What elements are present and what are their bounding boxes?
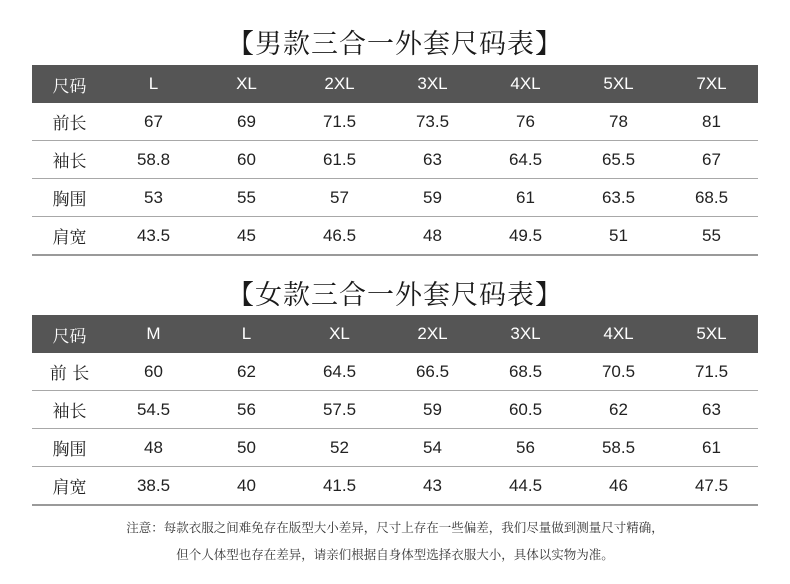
header-cell: L	[107, 65, 200, 103]
table-cell: 54	[386, 429, 479, 467]
table-cell: 59	[386, 179, 479, 217]
table-cell: 46.5	[293, 217, 386, 256]
table-cell: 71.5	[293, 103, 386, 141]
table-cell: 64.5	[293, 353, 386, 391]
header-cell: 3XL	[479, 315, 572, 353]
table-cell: 68.5	[479, 353, 572, 391]
row-label: 肩宽	[32, 467, 107, 506]
table-cell: 60	[200, 141, 293, 179]
table-row	[32, 179, 758, 217]
header-cell: M	[107, 315, 200, 353]
table-cell: 69	[200, 103, 293, 141]
note-line-1: 注意：每款衣服之间难免存在版型大小差异，尺寸上存在一些偏差，我们尽量做到测量尺寸精确，	[126, 520, 664, 535]
women-size-chart-title: 【女款三合一外套尺码表】	[227, 280, 563, 311]
header-cell: 尺码	[32, 65, 107, 103]
table-cell: 44.5	[479, 467, 572, 506]
header-cell: 5XL	[572, 65, 665, 103]
table-row	[32, 429, 758, 467]
table-row	[32, 353, 758, 391]
table-cell: 61.5	[293, 141, 386, 179]
table-cell: 71.5	[665, 353, 758, 391]
table-cell: 40	[200, 467, 293, 506]
table-cell: 59	[386, 391, 479, 429]
table-cell: 52	[293, 429, 386, 467]
table-cell: 56	[200, 391, 293, 429]
table-cell: 81	[665, 103, 758, 141]
table-cell: 65.5	[572, 141, 665, 179]
table-cell: 45	[200, 217, 293, 256]
table-cell: 48	[107, 429, 200, 467]
header-cell: L	[200, 315, 293, 353]
table-cell: 61	[665, 429, 758, 467]
table-cell: 67	[107, 103, 200, 141]
row-label: 袖长	[32, 391, 107, 429]
table-cell: 62	[572, 391, 665, 429]
note-line-2: 但个人体型也存在差异，请亲们根据自身体型选择衣服大小，具体以实物为准。	[176, 547, 614, 562]
table-cell: 55	[665, 217, 758, 256]
header-cell: 5XL	[665, 315, 758, 353]
table-cell: 67	[665, 141, 758, 179]
men-size-chart-title: 【男款三合一外套尺码表】	[227, 29, 563, 60]
row-label: 肩宽	[32, 217, 107, 256]
table-cell: 49.5	[479, 217, 572, 256]
header-cell: 尺码	[32, 315, 107, 353]
table-cell: 66.5	[386, 353, 479, 391]
table-row	[32, 217, 758, 256]
row-label: 胸围	[32, 179, 107, 217]
table-row	[32, 467, 758, 506]
table-cell: 53	[107, 179, 200, 217]
row-label: 前长	[32, 103, 107, 141]
table-cell: 63	[386, 141, 479, 179]
row-label: 袖长	[32, 141, 107, 179]
women-size-table	[32, 315, 758, 506]
row-label: 胸围	[32, 429, 107, 467]
table-row	[32, 103, 758, 141]
table-cell: 56	[479, 429, 572, 467]
table-cell: 61	[479, 179, 572, 217]
header-cell: 2XL	[386, 315, 479, 353]
table-row	[32, 391, 758, 429]
table-cell: 68.5	[665, 179, 758, 217]
table-header-row	[32, 65, 758, 103]
table-cell: 51	[572, 217, 665, 256]
table-cell: 43.5	[107, 217, 200, 256]
table-cell: 41.5	[293, 467, 386, 506]
header-cell: 4XL	[479, 65, 572, 103]
table-cell: 50	[200, 429, 293, 467]
table-cell: 78	[572, 103, 665, 141]
table-cell: 57	[293, 179, 386, 217]
header-cell: 7XL	[665, 65, 758, 103]
table-cell: 58.5	[572, 429, 665, 467]
table-row	[32, 141, 758, 179]
table-cell: 47.5	[665, 467, 758, 506]
table-cell: 63.5	[572, 179, 665, 217]
header-cell: XL	[200, 65, 293, 103]
row-label: 前 长	[32, 353, 107, 391]
header-cell: 3XL	[386, 65, 479, 103]
header-cell: 2XL	[293, 65, 386, 103]
table-cell: 43	[386, 467, 479, 506]
table-cell: 55	[200, 179, 293, 217]
table-cell: 46	[572, 467, 665, 506]
table-cell: 63	[665, 391, 758, 429]
table-cell: 54.5	[107, 391, 200, 429]
table-cell: 38.5	[107, 467, 200, 506]
table-cell: 64.5	[479, 141, 572, 179]
table-header-row	[32, 315, 758, 353]
table-cell: 58.8	[107, 141, 200, 179]
table-cell: 57.5	[293, 391, 386, 429]
table-cell: 76	[479, 103, 572, 141]
table-cell: 60.5	[479, 391, 572, 429]
header-cell: XL	[293, 315, 386, 353]
table-cell: 70.5	[572, 353, 665, 391]
table-cell: 60	[107, 353, 200, 391]
header-cell: 4XL	[572, 315, 665, 353]
table-cell: 73.5	[386, 103, 479, 141]
men-size-table	[32, 65, 758, 256]
table-cell: 48	[386, 217, 479, 256]
table-cell: 62	[200, 353, 293, 391]
